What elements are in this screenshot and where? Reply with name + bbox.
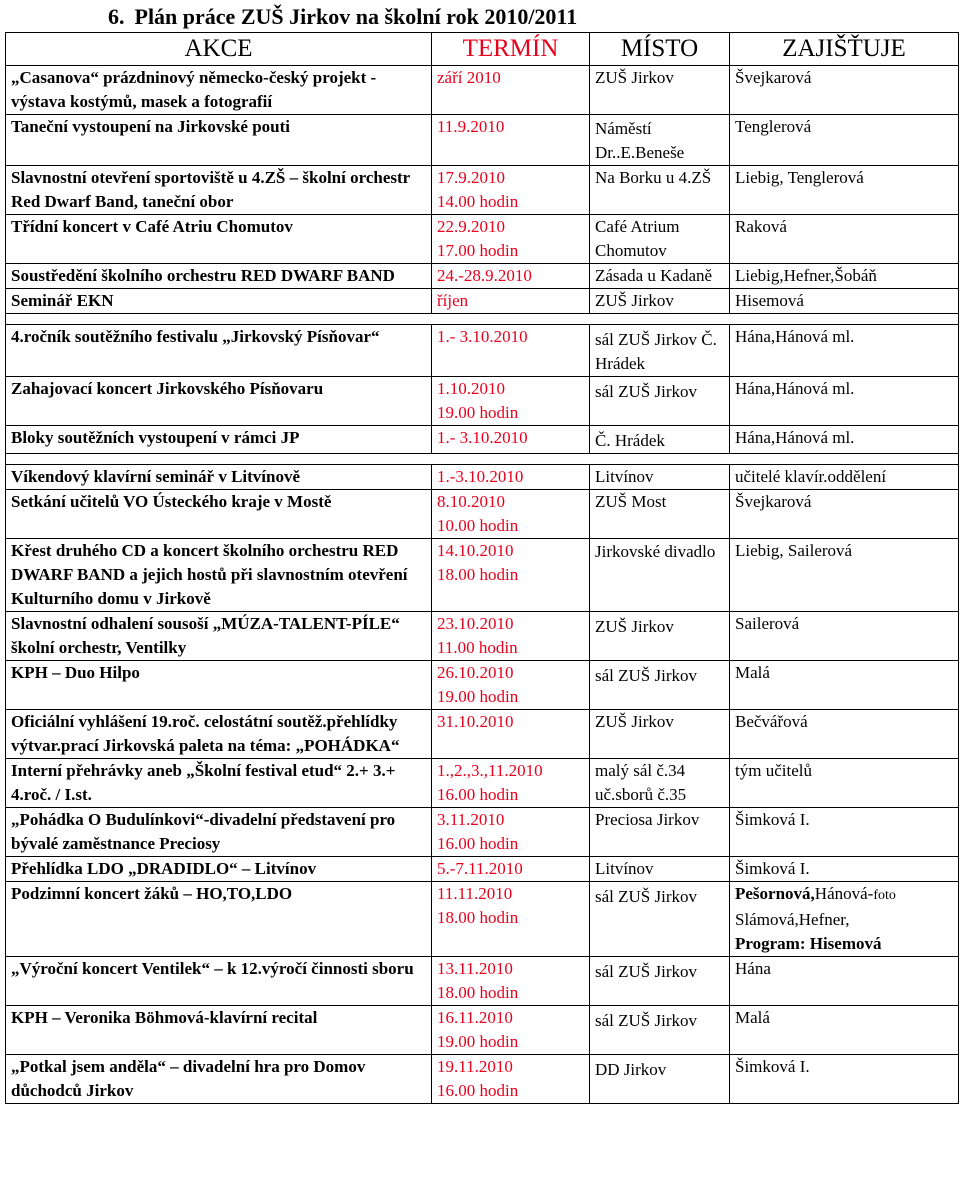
table-row [6,166,959,215]
spacer-row [6,314,959,325]
termin-cell [432,808,590,857]
table-row [6,426,959,454]
zajistuje-small: foto [873,888,896,903]
akce-cell: Zahajovací koncert Jirkovského Písňovaru [6,377,432,426]
termin-cell: září 2010 [432,66,590,115]
termin-cell [432,1006,590,1055]
zajistuje-cell: Sailerová [730,612,959,661]
zajistuje-cell: Raková [730,215,959,264]
termin-time: 16.00 hodin [437,1081,519,1100]
termin-cell [432,612,590,661]
misto-cell: Náměstí Dr..E.Beneše [590,115,730,166]
akce-cell: KPH – Veronika Böhmová-klavírní recital [6,1006,432,1055]
misto-cell: malý sál č.34 uč.sborů č.35 [590,759,730,808]
termin-cell [432,377,590,426]
misto-cell: Café Atrium Chomutov [590,215,730,264]
termin-time: 16.00 hodin [437,834,519,853]
termin-cell [432,759,590,808]
zajistuje-cell: Malá [730,661,959,710]
zajistuje-line-1 [735,882,958,908]
akce-cell: Taneční vystoupení na Jirkovské pouti [6,115,432,166]
termin-time: 17.00 hodin [437,241,519,260]
zajistuje-cell [730,882,959,957]
zajistuje-cell: učitelé klavír.oddělení [730,465,959,490]
termin-time: 18.00 hodin [437,983,519,1002]
misto-cell: ZUŠ Most [590,490,730,539]
header-akce: AKCE [6,33,432,66]
termin-cell [432,490,590,539]
termin-time: 18.00 hodin [437,565,519,584]
misto-cell: sál ZUŠ Jirkov [590,661,730,710]
table-row [6,612,959,661]
table-row [6,539,959,612]
akce-cell: Interní přehrávky aneb „Školní festival etud“ 2.+ 3.+ 4.roč. / I.st. [6,759,432,808]
akce-cell: Třídní koncert v Café Atriu Chomutov [6,215,432,264]
zajistuje-cell: Švejkarová [730,66,959,115]
akce-cell: „Výroční koncert Ventilek“ – k 12.výročí činnosti sboru [6,957,432,1006]
table-row [6,808,959,857]
termin-date: 26.10.2010 [437,663,514,682]
zajistuje-cell: Hána,Hánová ml. [730,426,959,454]
termin-cell: 11.9.2010 [432,115,590,166]
table-row [6,661,959,710]
termin-date: 14.10.2010 [437,541,514,560]
termin-date: 13.11.2010 [437,959,513,978]
table-row [6,882,959,957]
zajistuje-cell: Liebig, Tenglerová [730,166,959,215]
table-row [6,857,959,882]
termin-date: 1.,2.,3.,11.2010 [437,761,543,780]
misto-cell: ZUŠ Jirkov [590,612,730,661]
misto-cell: sál ZUŠ Jirkov [590,957,730,1006]
akce-cell: Podzimní koncert žáků – HO,TO,LDO [6,882,432,957]
termin-cell: 5.-7.11.2010 [432,857,590,882]
termin-date: 1.10.2010 [437,379,505,398]
termin-cell: 1.- 3.10.2010 [432,426,590,454]
termin-time: 16.00 hodin [437,785,519,804]
termin-date: 11.11.2010 [437,884,513,903]
table-row [6,66,959,115]
table-row [6,1006,959,1055]
termin-cell [432,661,590,710]
table-row [6,325,959,377]
akce-cell: „Potkal jsem anděla“ – divadelní hra pro Domov důchodců Jirkov [6,1055,432,1104]
termin-cell: říjen [432,289,590,314]
termin-time: 19.00 hodin [437,403,519,422]
misto-cell: sál ZUŠ Jirkov [590,882,730,957]
header-termin: TERMÍN [432,33,590,66]
table-row [6,710,959,759]
zajistuje-line-2: Slámová,Hefner, [735,910,850,929]
zajistuje-cell: Šimková I. [730,808,959,857]
termin-cell [432,882,590,957]
termin-time: 19.00 hodin [437,1032,519,1051]
termin-cell [432,1055,590,1104]
header-zajistuje: ZAJIŠŤUJE [730,33,959,66]
title-text: Plán práce ZUŠ Jirkov na školní rok 2010/2011 [134,4,578,29]
akce-cell: Víkendový klavírní seminář v Litvínově [6,465,432,490]
misto-cell: sál ZUŠ Jirkov Č. Hrádek [590,325,730,377]
table-row [6,289,959,314]
zajistuje-cell: Hána,Hánová ml. [730,377,959,426]
termin-time: 10.00 hodin [437,516,519,535]
zajistuje-bold: Pešornová, [735,884,815,903]
akce-cell: Oficiální vyhlášení 19.roč. celostátní soutěž.přehlídky výtvar.prací Jirkovská paleta na téma: „POHÁDKA“ [6,710,432,759]
akce-cell: „Casanova“ prázdninový německo-český projekt - výstava kostýmů, masek a fotografií [6,66,432,115]
zajistuje-cell: Hisemová [730,289,959,314]
title-number: 6. [108,4,125,29]
misto-cell: ZUŠ Jirkov [590,710,730,759]
misto-cell: Preciosa Jirkov [590,808,730,857]
akce-cell: 4.ročník soutěžního festivalu „Jirkovský Písňovar“ [6,325,432,377]
zajistuje-cell: tým učitelů [730,759,959,808]
akce-cell: Bloky soutěžních vystoupení v rámci JP [6,426,432,454]
termin-cell: 1.- 3.10.2010 [432,325,590,377]
akce-cell: Setkání učitelů VO Ústeckého kraje v Mostě [6,490,432,539]
zajistuje-cell: Šimková I. [730,857,959,882]
table-row [6,957,959,1006]
termin-cell [432,957,590,1006]
zajistuje-cell: Tenglerová [730,115,959,166]
zajistuje-text: Hánová- [814,884,874,903]
termin-date: 16.11.2010 [437,1008,513,1027]
misto-cell: Na Borku u 4.ZŠ [590,166,730,215]
termin-cell: 24.-28.9.2010 [432,264,590,289]
termin-date: 8.10.2010 [437,492,505,511]
misto-cell: Č. Hrádek [590,426,730,454]
zajistuje-line-3: Program: Hisemová [735,934,882,953]
termin-date: 3.11.2010 [437,810,505,829]
termin-cell [432,166,590,215]
misto-cell: sál ZUŠ Jirkov [590,1006,730,1055]
akce-cell: Křest druhého CD a koncert školního orchestru RED DWARF BAND a jejich hostů při slavnostním otevření Kulturního domu v Jirkově [6,539,432,612]
zajistuje-cell: Liebig, Sailerová [730,539,959,612]
zajistuje-cell: Liebig,Hefner,Šobáň [730,264,959,289]
termin-cell: 31.10.2010 [432,710,590,759]
table-row [6,490,959,539]
table-row [6,264,959,289]
table-row [6,465,959,490]
header-row [6,33,959,66]
termin-time: 18.00 hodin [437,908,519,927]
misto-cell: Litvínov [590,465,730,490]
akce-cell: „Pohádka O Budulínkovi“-divadelní představení pro bývalé zaměstnance Preciosy [6,808,432,857]
termin-date: 22.9.2010 [437,217,505,236]
termin-cell [432,215,590,264]
misto-cell: ZUŠ Jirkov [590,289,730,314]
misto-cell: Litvínov [590,857,730,882]
zajistuje-cell: Hána,Hánová ml. [730,325,959,377]
misto-cell: Zásada u Kadaně [590,264,730,289]
page-title [108,2,577,32]
akce-cell: Slavnostní otevření sportoviště u 4.ZŠ – školní orchestr Red Dwarf Band, taneční obor [6,166,432,215]
termin-cell [432,539,590,612]
zajistuje-cell: Šimková I. [730,1055,959,1104]
plan-table [5,32,959,1104]
table-row [6,377,959,426]
misto-cell: sál ZUŠ Jirkov [590,377,730,426]
termin-time: 14.00 hodin [437,192,519,211]
termin-time: 11.00 hodin [437,638,518,657]
termin-time: 19.00 hodin [437,687,519,706]
zajistuje-cell: Bečvářová [730,710,959,759]
misto-cell: ZUŠ Jirkov [590,66,730,115]
table-row [6,115,959,166]
termin-date: 19.11.2010 [437,1057,513,1076]
spacer-row [6,454,959,465]
akce-cell: Seminář EKN [6,289,432,314]
misto-cell: DD Jirkov [590,1055,730,1104]
table-row [6,759,959,808]
akce-cell: KPH – Duo Hilpo [6,661,432,710]
table-row [6,215,959,264]
termin-date: 23.10.2010 [437,614,514,633]
zajistuje-cell: Hána [730,957,959,1006]
zajistuje-cell: Malá [730,1006,959,1055]
header-misto: MÍSTO [590,33,730,66]
akce-cell: Slavnostní odhalení sousoší „MÚZA-TALENT-PÍLE“ školní orchestr, Ventilky [6,612,432,661]
akce-cell: Soustředění školního orchestru RED DWARF BAND [6,264,432,289]
table-row [6,1055,959,1104]
termin-cell: 1.-3.10.2010 [432,465,590,490]
zajistuje-cell: Švejkarová [730,490,959,539]
termin-date: 17.9.2010 [437,168,505,187]
akce-cell: Přehlídka LDO „DRADIDLO“ – Litvínov [6,857,432,882]
misto-cell: Jirkovské divadlo [590,539,730,612]
